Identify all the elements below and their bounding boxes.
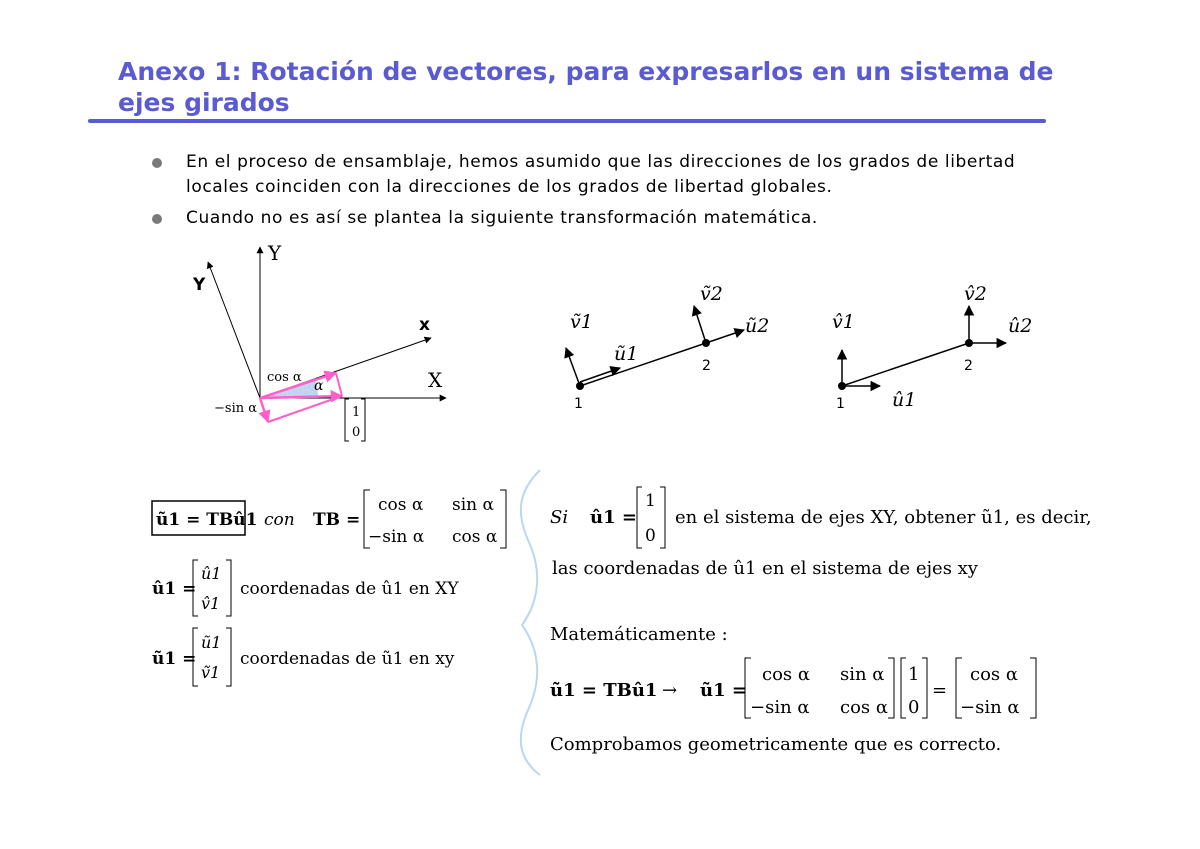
- uhat-description: coordenadas de û1 en XY: [240, 579, 459, 599]
- vector-entry: û1: [201, 564, 222, 583]
- local-y-axis: [208, 262, 260, 398]
- vector-entry: −sin α: [960, 697, 1020, 718]
- figure-rotated-axes: [192, 241, 446, 441]
- equals-sign: =: [932, 680, 948, 701]
- matrix-bracket-right: [500, 490, 506, 548]
- dof-label: v̂1: [832, 311, 855, 333]
- bullet-text: En el proceso de ensamblaje, hemos asumido que las direcciones de los grados de libertad locales coinciden con la direcciones de los grados de libertad globales.: [186, 152, 1016, 197]
- matrix-entry: −sin α: [750, 697, 810, 718]
- right-math-block: [550, 487, 1092, 755]
- bracket-left: [345, 399, 349, 441]
- dof-label: v̂2: [964, 283, 987, 305]
- vector-entry: v̂1: [201, 594, 221, 613]
- brace-separator: [521, 470, 540, 775]
- utilde-lhs: ũ1 =: [152, 649, 197, 669]
- figure-global-dofs: [832, 283, 1032, 412]
- matrix-entry: −sin α: [368, 527, 425, 547]
- matrix-entry: cos α: [378, 495, 424, 515]
- projection-line: [268, 396, 342, 422]
- axis-label-x-local: x: [419, 315, 430, 335]
- dof-label: ũ1: [614, 343, 639, 365]
- axis-label-y-local: Y: [193, 275, 206, 295]
- vector-entry: ṽ1: [201, 663, 221, 682]
- vector-bracket-right: [226, 560, 231, 616]
- vector-entry: 1: [352, 405, 361, 420]
- element-bar: [580, 343, 706, 386]
- dof-arrow: [694, 306, 706, 343]
- dof-label: ṽ1: [570, 311, 593, 333]
- vector-bracket-right: [922, 658, 927, 718]
- matrix-bracket-right: [888, 658, 894, 718]
- boxed-equation: ũ1 = TBû1: [156, 510, 258, 530]
- axis-label-Y: Y: [268, 241, 282, 265]
- matrix-entry: cos α: [762, 664, 811, 685]
- figure-local-dofs: [566, 283, 769, 412]
- vector-bracket-right: [660, 487, 665, 548]
- arrow-symbol: →: [662, 680, 678, 701]
- tb-label: TB =: [313, 510, 361, 530]
- left-math-block: [152, 490, 506, 686]
- dof-label: ũ2: [745, 315, 770, 337]
- vector-bracket-right: [226, 628, 231, 686]
- vector-entry: 1: [645, 491, 656, 511]
- matrix-entry: sin α: [840, 664, 885, 685]
- mat-heading: Matemáticamente :: [550, 624, 728, 645]
- axis-label-X: X: [428, 368, 443, 392]
- vector-bracket-right: [1030, 658, 1036, 718]
- transform-equation: ũ1 = TBû1: [550, 680, 658, 701]
- dof-label: ṽ2: [700, 283, 723, 305]
- con-label: con: [264, 510, 295, 530]
- node-label: 1: [836, 396, 845, 412]
- node-label: 1: [574, 396, 583, 412]
- statement-line-1: en el sistema de ejes XY, obtener ũ1, es decir,: [675, 507, 1092, 528]
- vector-entry: 0: [645, 526, 656, 546]
- vector-entry: 1: [908, 664, 920, 685]
- node-label: 2: [702, 358, 711, 374]
- uhat-lhs: û1 =: [152, 579, 197, 599]
- vector-bracket-left: [637, 487, 642, 548]
- projection-line: [336, 373, 342, 396]
- page-title: Anexo 1: Rotación de vectores, para expresarlos en un sistema de ejes girados: [118, 57, 1054, 117]
- element-bar: [842, 343, 969, 386]
- vector-entry: 0: [908, 697, 920, 718]
- si-label: Si: [550, 507, 569, 528]
- cos-label: cos α: [267, 370, 302, 385]
- statement-line-2: las coordenadas de û1 en el sistema de ejes xy: [552, 558, 978, 579]
- dof-arrow: [566, 348, 580, 386]
- vector-entry: 0: [352, 425, 361, 440]
- bullet-text: Cuando no es así se plantea la siguiente transformación matemática.: [186, 208, 818, 228]
- conclusion-text: Comprobamos geometricamente que es correcto.: [550, 734, 1002, 755]
- sin-label: −sin α: [214, 401, 258, 416]
- utilde-description: coordenadas de ũ1 en xy: [240, 649, 455, 669]
- matrix-entry: cos α: [840, 697, 889, 718]
- vector-entry: ũ1: [201, 633, 222, 652]
- sin-component-arrow: [260, 398, 268, 422]
- dof-label: û1: [892, 389, 917, 411]
- bracket-right: [361, 399, 365, 441]
- matrix-entry: cos α: [452, 527, 498, 547]
- vector-entry: cos α: [970, 664, 1019, 685]
- matrix-entry: sin α: [452, 495, 494, 515]
- eq-lhs: ũ1 =: [700, 680, 747, 701]
- vector-bracket-left: [901, 658, 906, 718]
- dof-arrow: [706, 330, 744, 343]
- alpha-label: α: [314, 378, 324, 394]
- si-lhs: û1 =: [590, 507, 637, 528]
- node-label: 2: [964, 358, 973, 374]
- dof-label: û2: [1008, 315, 1033, 337]
